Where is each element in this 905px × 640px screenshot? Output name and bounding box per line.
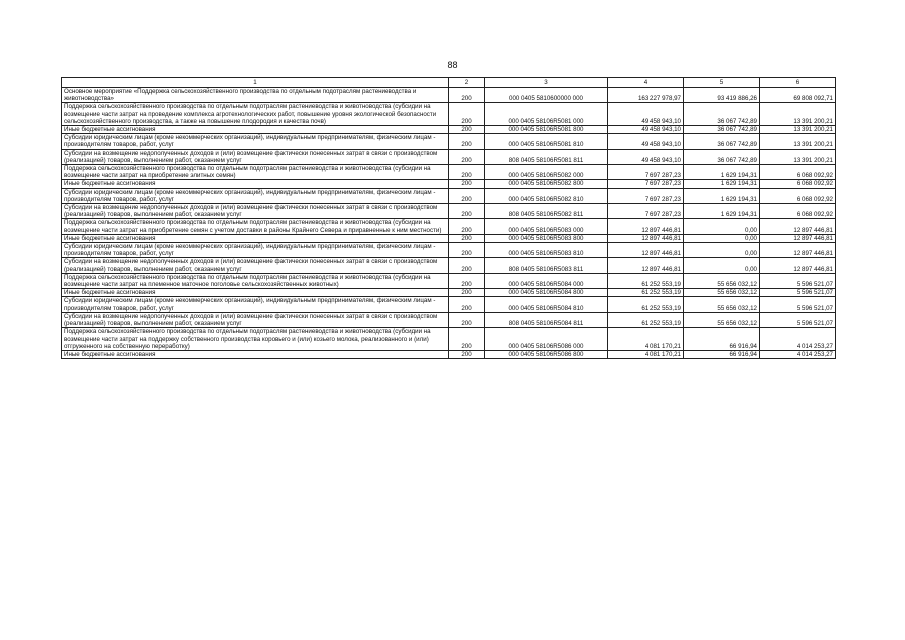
row-value-cell: 12 897 446,81 xyxy=(760,243,836,258)
row-name-cell: Субсидии на возмещение недополученных доходов и (или) возмещение фактически понесенных затрат в связи с производством (реализацией) товаров, выполнением работ, оказанием услуг xyxy=(62,204,449,219)
table-row xyxy=(62,289,836,297)
row-code-cell: 200 xyxy=(449,312,485,327)
row-kbk-cell: 808 0405 58106R5083 811 xyxy=(485,258,608,273)
row-value-cell: 163 227 978,97 xyxy=(608,88,684,103)
row-value-cell: 12 897 446,81 xyxy=(608,243,684,258)
row-code-cell: 200 xyxy=(449,134,485,149)
table-row xyxy=(62,297,836,312)
row-value-cell: 61 252 553,19 xyxy=(608,312,684,327)
header-cell: 6 xyxy=(760,78,836,88)
table-row xyxy=(62,103,836,126)
row-kbk-cell: 000 0405 58106R5081 800 xyxy=(485,126,608,134)
row-code-cell: 200 xyxy=(449,103,485,126)
row-kbk-cell: 000 0405 58106R5082 000 xyxy=(485,165,608,180)
row-value-cell: 66 916,94 xyxy=(684,328,760,351)
row-name-cell: Субсидии юридическим лицам (кроме некоммерческих организаций), индивидуальным предпринимателям, физическим лицам - производителям товаров, работ, услуг xyxy=(62,134,449,149)
row-value-cell: 12 897 446,81 xyxy=(608,258,684,273)
row-value-cell: 7 697 287,23 xyxy=(608,165,684,180)
row-kbk-cell: 000 0405 58106R5081 000 xyxy=(485,103,608,126)
header-cell: 4 xyxy=(608,78,684,88)
row-value-cell: 12 897 446,81 xyxy=(760,258,836,273)
row-value-cell: 5 596 521,07 xyxy=(760,273,836,288)
table-row xyxy=(62,243,836,258)
row-kbk-cell: 000 0405 5810600000 000 xyxy=(485,88,608,103)
row-value-cell: 49 458 943,10 xyxy=(608,103,684,126)
row-value-cell: 13 391 200,21 xyxy=(760,103,836,126)
row-name-cell: Иные бюджетные ассигнования xyxy=(62,289,449,297)
table-row xyxy=(62,149,836,164)
row-value-cell: 0,00 xyxy=(684,243,760,258)
row-value-cell: 61 252 553,19 xyxy=(608,289,684,297)
row-value-cell: 13 391 200,21 xyxy=(760,149,836,164)
row-code-cell: 200 xyxy=(449,234,485,242)
row-value-cell: 12 897 446,81 xyxy=(608,219,684,234)
row-value-cell: 5 596 521,07 xyxy=(760,297,836,312)
header-cell: 3 xyxy=(485,78,608,88)
row-kbk-cell: 000 0405 58106R5083 810 xyxy=(485,243,608,258)
row-value-cell: 61 252 553,19 xyxy=(608,297,684,312)
row-value-cell: 49 458 943,10 xyxy=(608,126,684,134)
row-kbk-cell: 000 0405 58106R5083 800 xyxy=(485,234,608,242)
row-value-cell: 49 458 943,10 xyxy=(608,149,684,164)
header-cell: 5 xyxy=(684,78,760,88)
row-code-cell: 200 xyxy=(449,328,485,351)
table-row xyxy=(62,165,836,180)
row-code-cell: 200 xyxy=(449,165,485,180)
row-name-cell: Субсидии юридическим лицам (кроме некоммерческих организаций), индивидуальным предпринимателям, физическим лицам - производителям товаров, работ, услуг xyxy=(62,243,449,258)
row-value-cell: 7 697 287,23 xyxy=(608,204,684,219)
table-row xyxy=(62,258,836,273)
row-code-cell: 200 xyxy=(449,126,485,134)
row-value-cell: 7 697 287,23 xyxy=(608,180,684,188)
row-kbk-cell: 000 0405 58106R5084 000 xyxy=(485,273,608,288)
row-value-cell: 0,00 xyxy=(684,219,760,234)
row-value-cell: 7 697 287,23 xyxy=(608,188,684,203)
row-name-cell: Основное мероприятие «Поддержка сельскохозяйственного производства по отдельным подотраслям растениеводства и животноводства» xyxy=(62,88,449,103)
row-code-cell: 200 xyxy=(449,204,485,219)
row-value-cell: 49 458 943,10 xyxy=(608,134,684,149)
table-row xyxy=(62,328,836,351)
row-value-cell: 55 656 032,12 xyxy=(684,289,760,297)
row-value-cell: 0,00 xyxy=(684,234,760,242)
table-row xyxy=(62,219,836,234)
row-value-cell: 36 067 742,89 xyxy=(684,103,760,126)
row-name-cell: Поддержка сельскохозяйственного производства по отдельным подотраслям растениеводства и животноводства (субсидии на возмещение части затрат на приобретение элитных семян) xyxy=(62,165,449,180)
row-value-cell: 12 897 446,81 xyxy=(760,234,836,242)
table-row xyxy=(62,350,836,358)
header-cell: 2 xyxy=(449,78,485,88)
row-kbk-cell: 808 0405 58106R5084 811 xyxy=(485,312,608,327)
page-number: 88 xyxy=(447,60,458,70)
row-name-cell: Иные бюджетные ассигнования xyxy=(62,126,449,134)
row-value-cell: 13 391 200,21 xyxy=(760,126,836,134)
row-value-cell: 13 391 200,21 xyxy=(760,134,836,149)
row-code-cell: 200 xyxy=(449,88,485,103)
row-kbk-cell: 000 0405 58106R5086 800 xyxy=(485,350,608,358)
row-code-cell: 200 xyxy=(449,289,485,297)
row-name-cell: Субсидии юридическим лицам (кроме некоммерческих организаций), индивидуальным предпринимателям, физическим лицам - производителям товаров, работ, услуг xyxy=(62,297,449,312)
table-row xyxy=(62,204,836,219)
row-kbk-cell: 000 0405 58106R5086 000 xyxy=(485,328,608,351)
budget-table xyxy=(61,77,836,359)
row-value-cell: 1 629 194,31 xyxy=(684,188,760,203)
row-name-cell: Иные бюджетные ассигнования xyxy=(62,180,449,188)
row-value-cell: 61 252 553,19 xyxy=(608,273,684,288)
row-code-cell: 200 xyxy=(449,297,485,312)
row-value-cell: 66 916,94 xyxy=(684,350,760,358)
row-name-cell: Субсидии на возмещение недополученных доходов и (или) возмещение фактически понесенных затрат в связи с производством (реализацией) товаров, выполнением работ, оказанием услуг xyxy=(62,149,449,164)
row-value-cell: 93 419 886,26 xyxy=(684,88,760,103)
row-value-cell: 36 067 742,89 xyxy=(684,149,760,164)
row-code-cell: 200 xyxy=(449,243,485,258)
row-kbk-cell: 808 0405 58106R5081 811 xyxy=(485,149,608,164)
row-kbk-cell: 000 0405 58106R5083 000 xyxy=(485,219,608,234)
row-kbk-cell: 000 0405 58106R5084 800 xyxy=(485,289,608,297)
row-value-cell: 4 081 170,21 xyxy=(608,350,684,358)
row-name-cell: Субсидии на возмещение недополученных доходов и (или) возмещение фактически понесенных затрат в связи с производством (реализацией) товаров, выполнением работ, оказанием услуг xyxy=(62,312,449,327)
row-value-cell: 55 656 032,12 xyxy=(684,312,760,327)
row-value-cell: 12 897 446,81 xyxy=(608,234,684,242)
table-row xyxy=(62,234,836,242)
row-value-cell: 55 656 032,12 xyxy=(684,273,760,288)
row-value-cell: 0,00 xyxy=(684,258,760,273)
row-kbk-cell: 000 0405 58106R5082 800 xyxy=(485,180,608,188)
row-value-cell: 1 629 194,31 xyxy=(684,180,760,188)
row-name-cell: Поддержка сельскохозяйственного производства по отдельным подотраслям растениеводства и животноводства (субсидии на возмещение части затрат на приобретение семян с учетом доставки в районы Крайнего Севера и приравненные к ним местности) xyxy=(62,219,449,234)
row-value-cell: 1 629 194,31 xyxy=(684,204,760,219)
table-row xyxy=(62,180,836,188)
row-value-cell: 5 596 521,07 xyxy=(760,312,836,327)
row-name-cell: Поддержка сельскохозяйственного производства по отдельным подотраслям растениеводства и животноводства (субсидии на возмещение части затрат на племенное маточное поголовье сельскохозяйственных животных) xyxy=(62,273,449,288)
table-row xyxy=(62,88,836,103)
row-value-cell: 1 629 194,31 xyxy=(684,165,760,180)
row-value-cell: 4 014 253,27 xyxy=(760,328,836,351)
table-row xyxy=(62,126,836,134)
row-kbk-cell: 808 0405 58106R5082 811 xyxy=(485,204,608,219)
table-row xyxy=(62,134,836,149)
row-kbk-cell: 000 0405 58106R5084 810 xyxy=(485,297,608,312)
row-name-cell: Субсидии юридическим лицам (кроме некоммерческих организаций), индивидуальным предпринимателям, физическим лицам - производителям товаров, работ, услуг xyxy=(62,188,449,203)
row-value-cell: 12 897 446,81 xyxy=(760,219,836,234)
table-row xyxy=(62,188,836,203)
header-row xyxy=(62,78,836,88)
row-code-cell: 200 xyxy=(449,350,485,358)
table-row xyxy=(62,273,836,288)
row-code-cell: 200 xyxy=(449,180,485,188)
row-name-cell: Иные бюджетные ассигнования xyxy=(62,350,449,358)
row-value-cell: 36 067 742,89 xyxy=(684,134,760,149)
row-code-cell: 200 xyxy=(449,258,485,273)
row-value-cell: 4 081 170,21 xyxy=(608,328,684,351)
row-value-cell: 6 068 092,92 xyxy=(760,204,836,219)
table-row xyxy=(62,312,836,327)
row-value-cell: 6 068 092,92 xyxy=(760,180,836,188)
row-code-cell: 200 xyxy=(449,188,485,203)
row-name-cell: Поддержка сельскохозяйственного производства по отдельным подотраслям растениеводства и животноводства (субсидии на возмещение части затрат на поддержку собственного производства коровьего и (или) козьего молока, реализованного и (или) отгруженного на собственную переработку) xyxy=(62,328,449,351)
row-value-cell: 69 808 092,71 xyxy=(760,88,836,103)
row-code-cell: 200 xyxy=(449,219,485,234)
table-body xyxy=(62,88,836,359)
row-value-cell: 36 067 742,89 xyxy=(684,126,760,134)
header-cell: 1 xyxy=(62,78,449,88)
row-code-cell: 200 xyxy=(449,149,485,164)
row-value-cell: 6 068 092,92 xyxy=(760,165,836,180)
row-value-cell: 4 014 253,27 xyxy=(760,350,836,358)
row-value-cell: 55 656 032,12 xyxy=(684,297,760,312)
row-value-cell: 5 596 521,07 xyxy=(760,289,836,297)
row-code-cell: 200 xyxy=(449,273,485,288)
row-kbk-cell: 000 0405 58106R5081 810 xyxy=(485,134,608,149)
row-name-cell: Поддержка сельскохозяйственного производства по отдельным подотраслям растениеводства и животноводства (субсидии на возмещение части затрат на проведение комплекса агротехнологических работ, повышение уровня экологической безопасности сельскохозяйственного производства, а также на повышение плодородия и качества почв) xyxy=(62,103,449,126)
row-name-cell: Иные бюджетные ассигнования xyxy=(62,234,449,242)
row-value-cell: 6 068 092,92 xyxy=(760,188,836,203)
row-name-cell: Субсидии на возмещение недополученных доходов и (или) возмещение фактически понесенных затрат в связи с производством (реализацией) товаров, выполнением работ, оказанием услуг xyxy=(62,258,449,273)
row-kbk-cell: 000 0405 58106R5082 810 xyxy=(485,188,608,203)
